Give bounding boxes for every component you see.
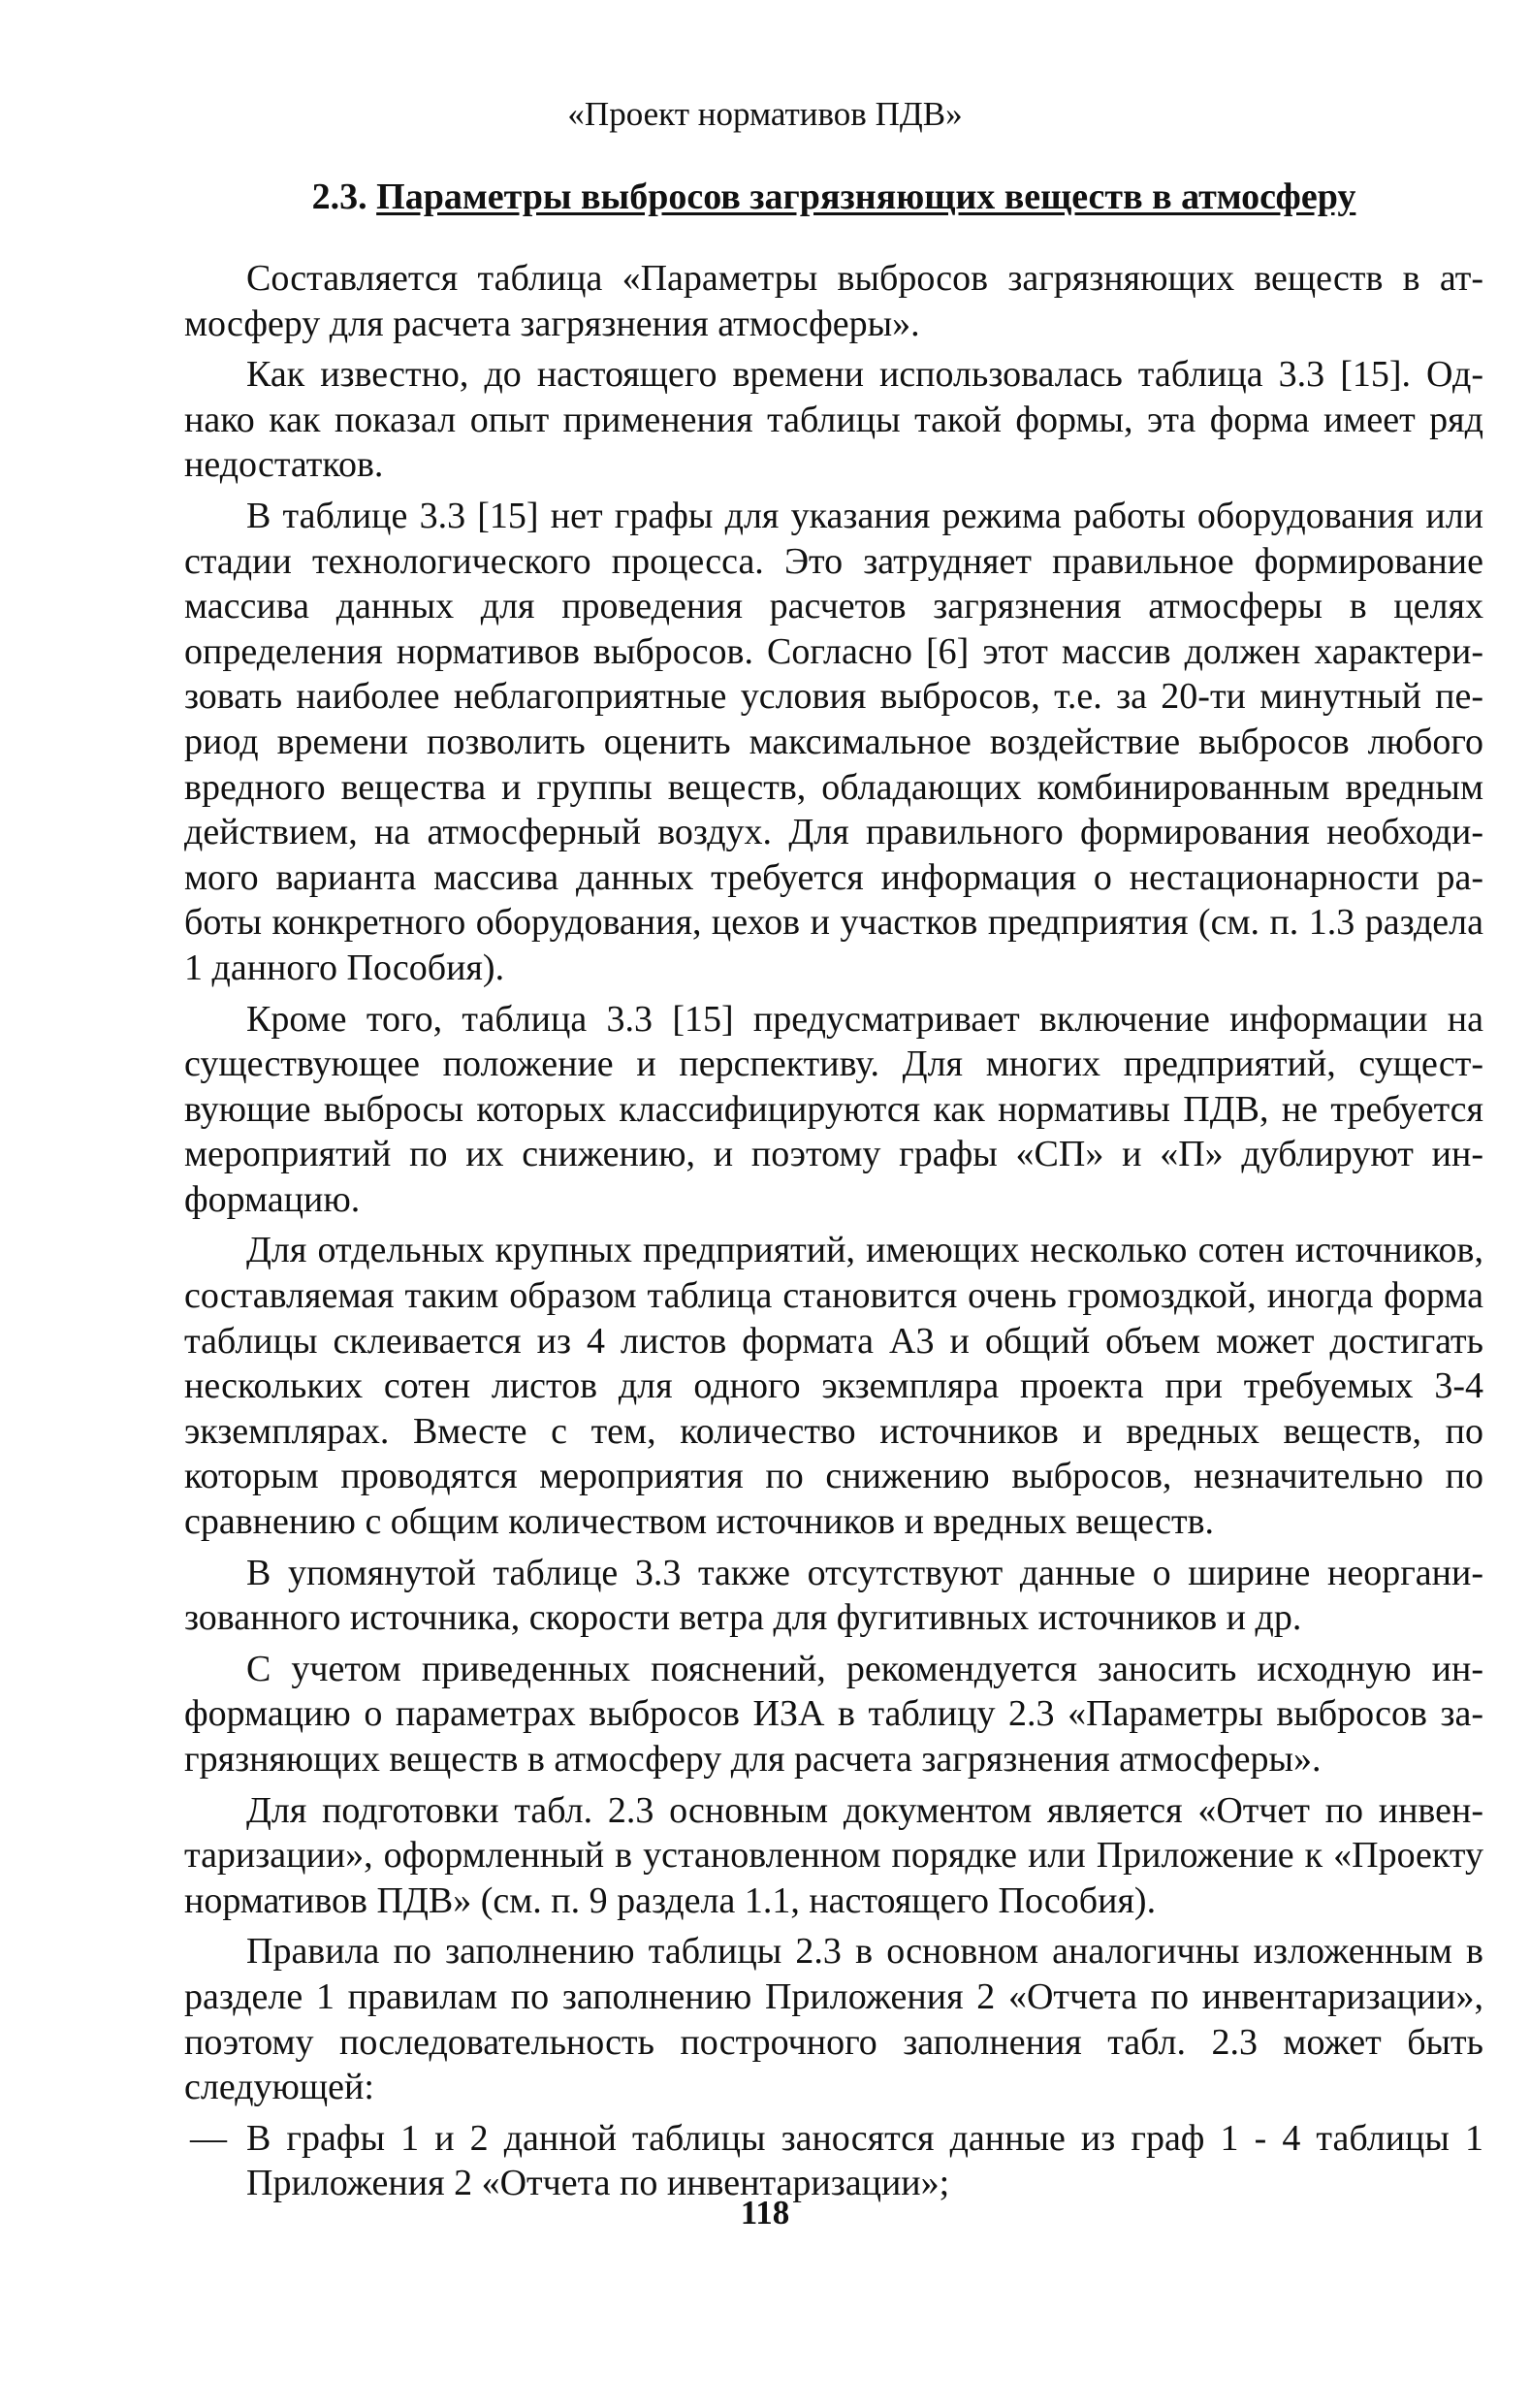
section-number: 2.3. bbox=[311, 177, 367, 217]
section-heading bbox=[184, 175, 1483, 219]
paragraph-6: В упомянутой таблице 3.3 также отсутствуют данные о ширине неорганизованного источника, скорости ветра для фугитивных источников и др. bbox=[184, 1552, 1483, 1639]
body-text bbox=[184, 256, 1483, 2206]
paragraph-5: Для отдельных крупных предприятий, имеющих несколько сотен источников, составляемая таким образом таблица становится очень громоздкой, иногда форма таблицы склеивается из 4 листов формата А3 и общий объем может достигать нескольких сотен листов для одного экземпляра проекта при требуемых 3-4 экземплярах. Вместе с тем, количество источников и вредных веществ, по которым проводятся мероприятия по снижению выбросов, незначительно по сравнению с общим количеством источников и вредных веществ. bbox=[184, 1230, 1483, 1543]
paragraph-8: Для подготовки табл. 2.3 основным документом является «Отчет по инвентаризации», оформленный в установленном порядке или Приложение к «Проекту нормативов ПДВ» (см. п. 9 раздела 1.1, настоящего Пособия). bbox=[184, 1789, 1483, 1921]
list-item bbox=[184, 2116, 1483, 2206]
paragraph-7: С учетом приведенных пояснений, рекомендуется заносить исходную информацию о параметрах выбросов ИЗА в таблицу 2.3 «Параметры выбросов загрязняющих веществ в атмосферу для расчета загрязнения атмосферы». bbox=[184, 1648, 1483, 1780]
list-item-dash-marker: — bbox=[190, 2117, 227, 2159]
paragraph-3: В таблице 3.3 [15] нет графы для указания режима работы оборудования или стадии технологического процесса. Это затрудняет правильное формирование массива данных для проведения расчетов загрязнения атмосферы в целях определения нормативов выбросов. Согласно [6] этот массив должен характеризовать наиболее неблагоприятные условия выбросов, т.е. за 20-ти минутный период времени позволить оценить максимальное воздействие выбросов любого вредного вещества и группы веществ, обладающих комбинированным вредным действием, на атмосферный воздух. Для правильного формирования необходимого варианта массива данных требуется информация о нестационарности работы конкретного оборудования, цехов и участков предприятия (см. п. 1.3 раздела 1 данного Пособия). bbox=[184, 495, 1483, 988]
paragraph-2: Как известно, до настоящего времени использовалась таблица 3.3 [15]. Однако как показал опыт применения таблицы такой формы, эта форма имеет ряд недостатков. bbox=[184, 354, 1483, 486]
list-item-text: В графы 1 и 2 данной таблицы заносятся данные из граф 1 - 4 таблицы 1 Приложения 2 «Отчета по инвентаризации»; bbox=[246, 2117, 1483, 2204]
paragraph-9: Правила по заполнению таблицы 2.3 в основном аналогичны изложенным в разделе 1 правилам по заполнению Приложения 2 «Отчета по инвентаризации», поэтому последовательность построчного заполнения табл. 2.3 может быть следующей: bbox=[184, 1931, 1483, 2108]
paragraph-4: Кроме того, таблица 3.3 [15] предусматривает включение информации на существующее положение и перспективу. Для многих предприятий, существующие выбросы которых классифицируются как нормативы ПДВ, не требуется мероприятий по их снижению, и поэтому графы «СП» и «П» дублируют информацию. bbox=[184, 998, 1483, 1220]
page-number: 118 bbox=[740, 2194, 790, 2231]
section-title: Параметры выбросов загрязняющих веществ в атмосферу bbox=[376, 177, 1356, 217]
paragraph-1: Составляется таблица «Параметры выбросов загрязняющих веществ в атмосферу для расчета загрязнения атмосферы». bbox=[184, 258, 1483, 344]
running-header: «Проект нормативов ПДВ» bbox=[567, 95, 963, 133]
